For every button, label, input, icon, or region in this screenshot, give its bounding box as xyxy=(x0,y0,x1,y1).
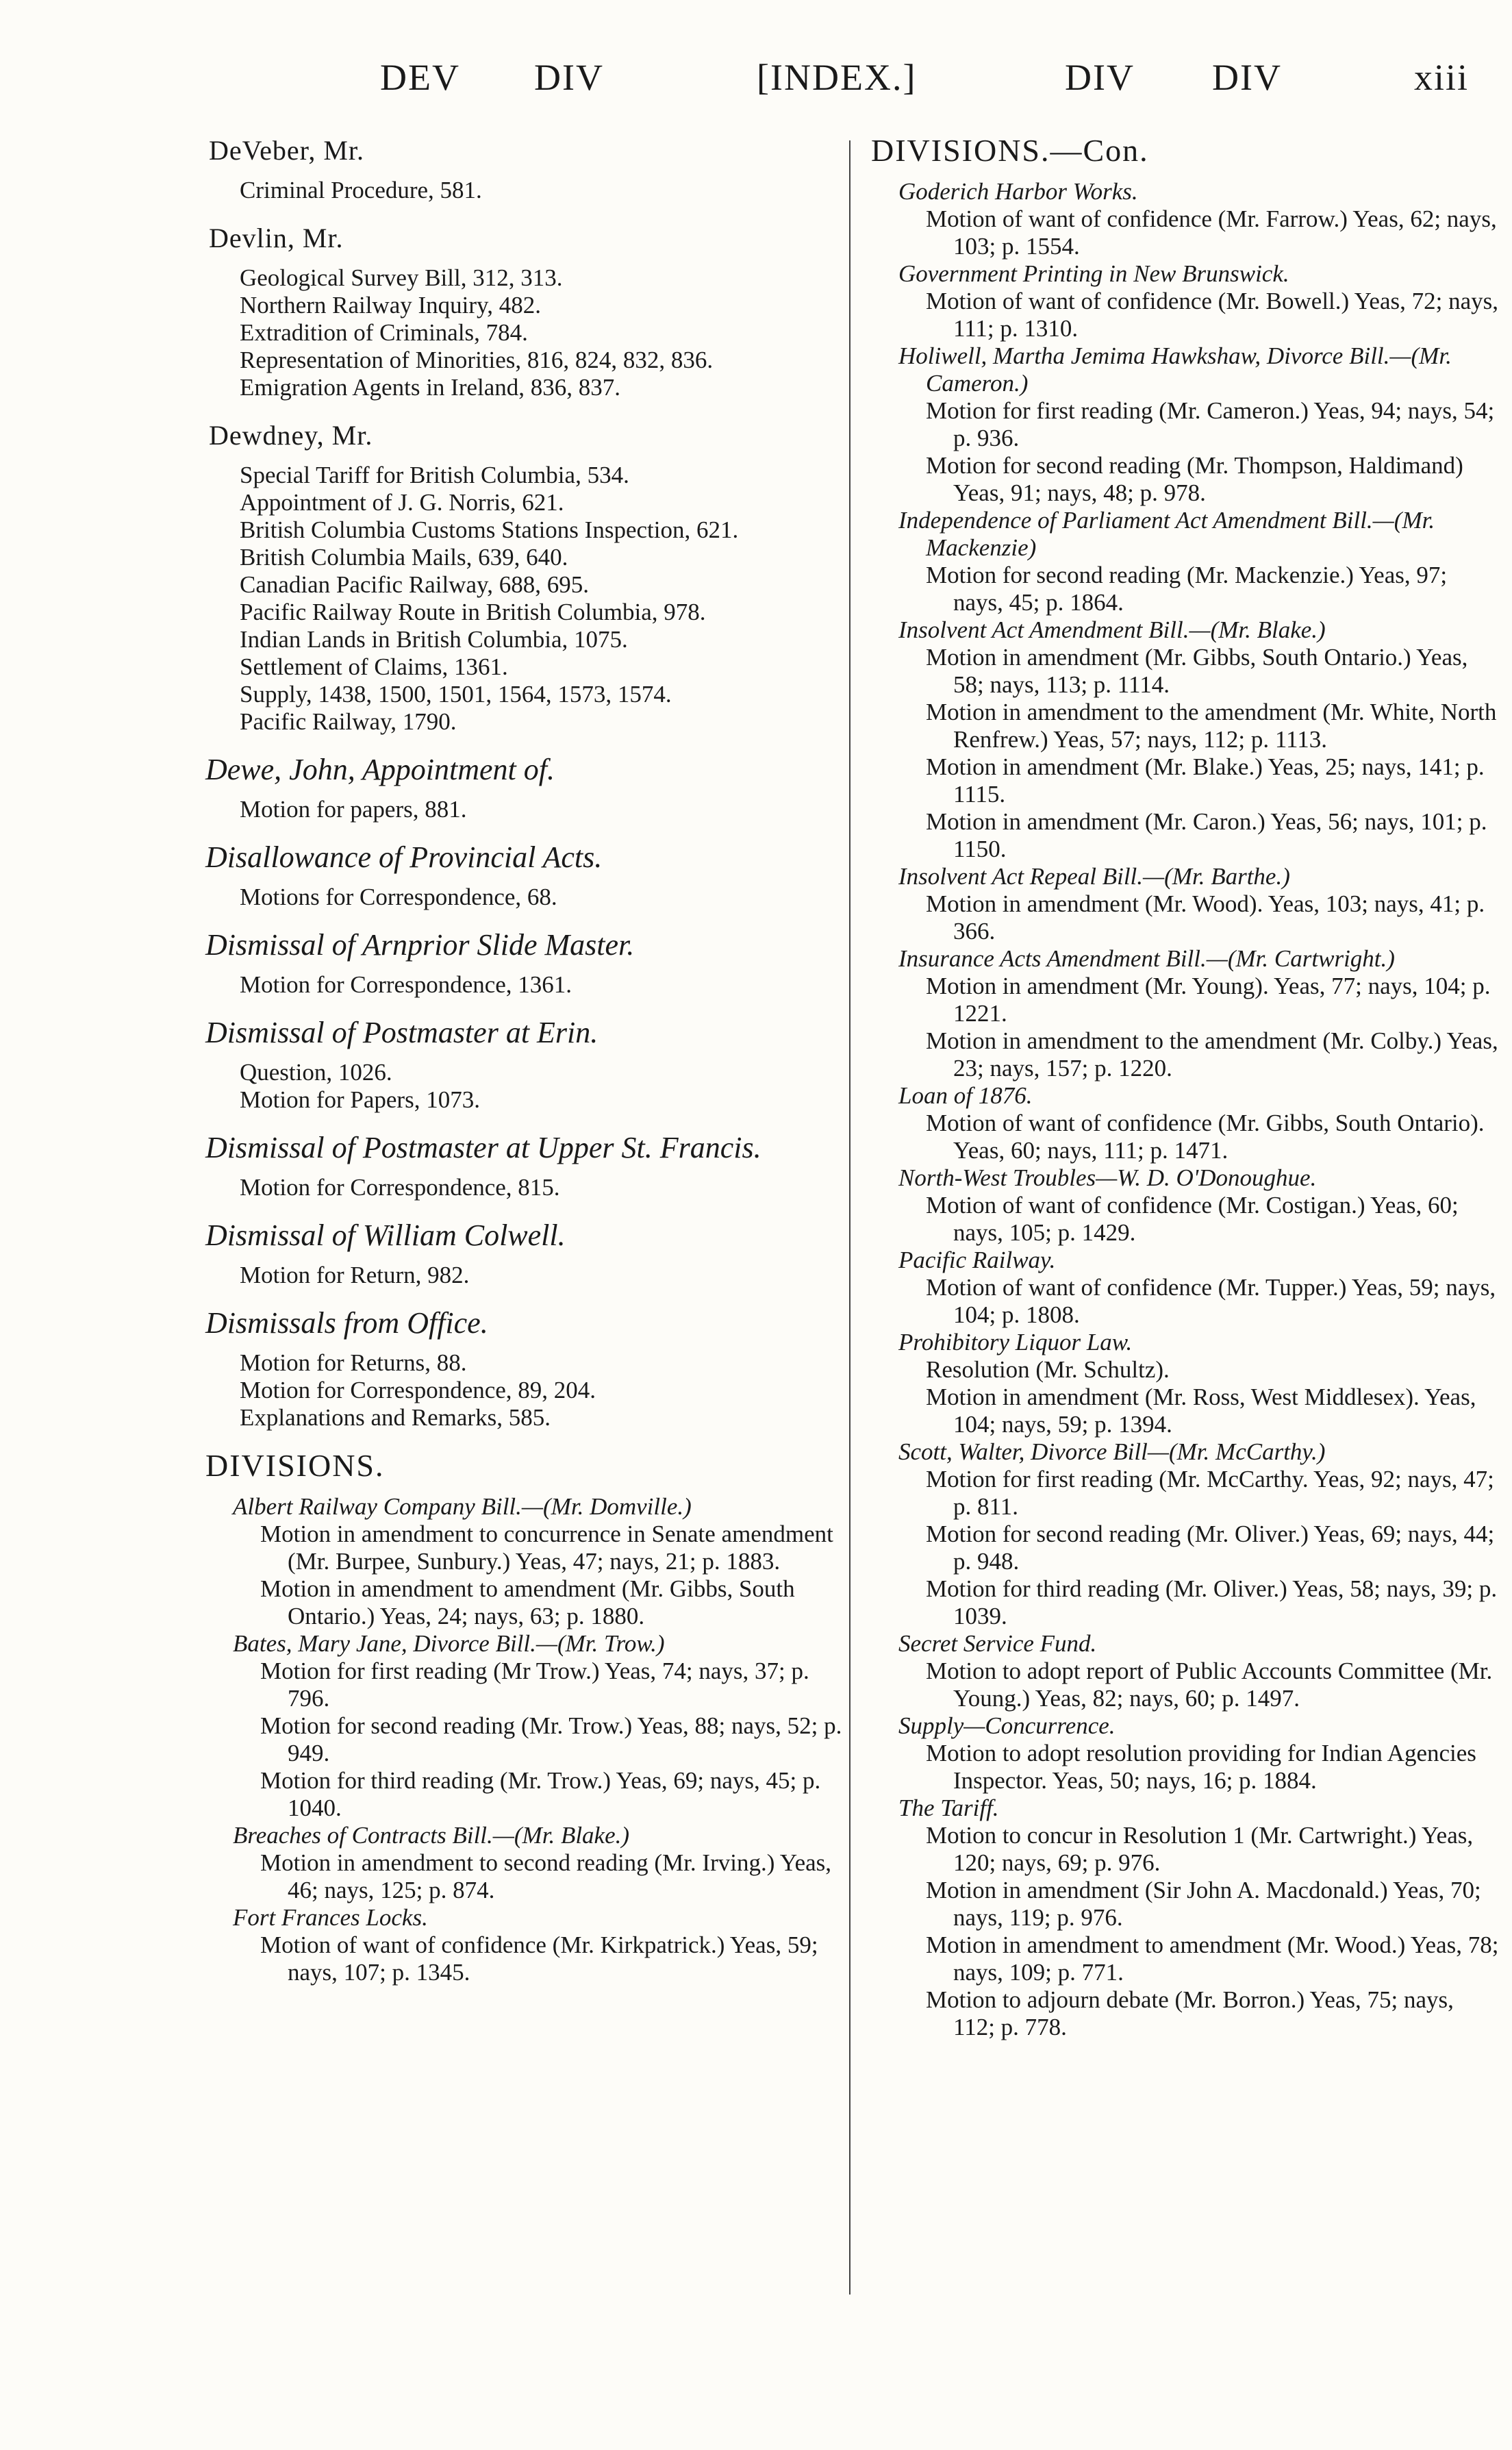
entries-dewdney xyxy=(240,462,849,736)
entries-deveber xyxy=(240,177,849,204)
entry: Motion for Papers, 1073. xyxy=(240,1086,480,1113)
heading-erin: Dismissal of Postmaster at Erin. xyxy=(205,1016,598,1049)
entries-upper-st-francis xyxy=(240,1174,849,1201)
heading-dewe: Dewe, John, Appointment of. xyxy=(205,753,555,786)
division-subject: Prohibitory Liquor Law. xyxy=(898,1329,1133,1355)
entries-erin xyxy=(240,1059,849,1114)
division-motion: Motion in amendment (Mr. Gibbs, South Ontario.) Yeas, 58; nays, 113; p. 1114. xyxy=(926,644,1468,698)
division-motion: Motion for first reading (Mr Trow.) Yeas, 74; nays, 37; p. 796. xyxy=(260,1658,809,1712)
running-head-left-2: DIV xyxy=(534,57,604,98)
running-head-left-1: DEV xyxy=(380,57,460,98)
division-subject: Insolvent Act Amendment Bill.—(Mr. Blake.) xyxy=(898,616,1326,643)
division-motion: Motion of want of confidence (Mr. Tupper.) Yeas, 59; nays, 104; p. 1808. xyxy=(926,1274,1496,1328)
entry: Explanations and Remarks, 585. xyxy=(240,1404,551,1431)
heading-dewdney: Dewdney, Mr. xyxy=(209,420,373,451)
page-number: xiii xyxy=(1414,57,1470,98)
division-motion: Motion in amendment (Mr. Blake.) Yeas, 25; nays, 141; p. 1115. xyxy=(926,753,1485,808)
entry: Geological Survey Bill, 312, 313. xyxy=(240,264,563,291)
division-motion: Motion in amendment to amendment (Mr. Wood.) Yeas, 78; nays, 109; p. 771. xyxy=(926,1932,1499,1986)
division-motion: Motion in amendment (Mr. Ross, West Middlesex). Yeas, 104; nays, 59; p. 1394. xyxy=(926,1384,1476,1438)
entry: Criminal Procedure, 581. xyxy=(240,177,482,203)
running-head-center: [INDEX.] xyxy=(757,57,917,98)
entry: Motion for Correspondence, 1361. xyxy=(240,971,572,998)
heading-dismissals-from-office: Dismissals from Office. xyxy=(205,1306,488,1340)
entry: Extradition of Criminals, 784. xyxy=(240,319,528,346)
division-motion: Motion for third reading (Mr. Trow.) Yeas, 69; nays, 45; p. 1040. xyxy=(260,1767,821,1821)
division-motion: Motion for third reading (Mr. Oliver.) Yeas, 58; nays, 39; p. 1039. xyxy=(926,1575,1498,1629)
division-motion: Motion of want of confidence (Mr. Bowell.) Yeas, 72; nays, 111; p. 1310. xyxy=(926,288,1498,342)
division-motion: Motion to concur in Resolution 1 (Mr. Cartwright.) Yeas, 120; nays, 69; p. 976. xyxy=(926,1822,1474,1876)
entry: Pacific Railway Route in British Columbia, 978. xyxy=(240,599,706,625)
entry: Northern Railway Inquiry, 482. xyxy=(240,292,541,318)
entry: Representation of Minorities, 816, 824, 832, 836. xyxy=(240,347,714,373)
division-subject: Albert Railway Company Bill.—(Mr. Domville.) xyxy=(233,1493,692,1520)
entry: Supply, 1438, 1500, 1501, 1564, 1573, 1574. xyxy=(240,681,672,708)
column-divider xyxy=(849,140,850,2295)
division-subject: The Tariff. xyxy=(898,1795,999,1821)
entry: Pacific Railway, 1790. xyxy=(240,708,457,735)
entry: Motion for Correspondence, 89, 204. xyxy=(240,1377,596,1403)
division-motion: Motion in amendment to concurrence in Senate amendment (Mr. Burpee, Sunbury.) Yeas, 47; nays, 21; p. 1883. xyxy=(260,1521,833,1575)
division-motion: Motion in amendment (Sir John A. Macdonald.) Yeas, 70; nays, 119; p. 976. xyxy=(926,1877,1481,1931)
division-motion: Motion of want of confidence (Mr. Costigan.) Yeas, 60; nays, 105; p. 1429. xyxy=(926,1192,1459,1246)
division-subject: North-West Troubles—W. D. O'Donoughue. xyxy=(898,1164,1317,1191)
division-motion: Motion of want of confidence (Mr. Gibbs, South Ontario). Yeas, 60; nays, 111; p. 1471. xyxy=(926,1110,1485,1164)
divisions-list-left xyxy=(205,1493,849,1986)
entry: Question, 1026. xyxy=(240,1059,392,1086)
division-subject: Bates, Mary Jane, Divorce Bill.—(Mr. Trow.) xyxy=(233,1630,665,1657)
entry: British Columbia Mails, 639, 640. xyxy=(240,544,568,571)
division-subject: Breaches of Contracts Bill.—(Mr. Blake.) xyxy=(233,1822,630,1849)
division-motion: Motion to adjourn debate (Mr. Borron.) Yeas, 75; nays, 112; p. 778. xyxy=(926,1986,1454,2040)
division-subject: Supply—Concurrence. xyxy=(898,1712,1116,1739)
division-subject: Pacific Railway. xyxy=(898,1247,1056,1273)
division-subject: Secret Service Fund. xyxy=(898,1630,1097,1657)
entries-dismissals-from-office xyxy=(240,1349,849,1432)
heading-divisions-continued: DIVISIONS.—Con. xyxy=(871,133,1149,168)
entry: Motion for Correspondence, 815. xyxy=(240,1174,560,1201)
division-motion: Motion in amendment to the amendment (Mr. White, North Renfrew.) Yeas, 57; nays, 112; p. 1113. xyxy=(926,699,1497,753)
division-motion: Motion of want of confidence (Mr. Farrow.) Yeas, 62; nays, 103; p. 1554. xyxy=(926,205,1497,260)
heading-devlin: Devlin, Mr. xyxy=(209,223,344,253)
entry: Motion for papers, 881. xyxy=(240,796,467,823)
entries-colwell xyxy=(240,1262,849,1289)
entry: Appointment of J. G. Norris, 621. xyxy=(240,489,564,516)
entry: Special Tariff for British Columbia, 534. xyxy=(240,462,629,488)
left-column xyxy=(205,137,849,1986)
division-motion: Motion in amendment (Mr. Young). Yeas, 77; nays, 104; p. 1221. xyxy=(926,973,1491,1027)
heading-disallowance: Disallowance of Provincial Acts. xyxy=(205,840,603,874)
division-motion: Motion for second reading (Mr. Oliver.) Yeas, 69; nays, 44; p. 948. xyxy=(926,1521,1495,1575)
division-motion: Motion in amendment (Mr. Wood). Yeas, 103; nays, 41; p. 366. xyxy=(926,890,1485,945)
entry: Settlement of Claims, 1361. xyxy=(240,653,508,680)
division-motion: Motion of want of confidence (Mr. Kirkpatrick.) Yeas, 59; nays, 107; p. 1345. xyxy=(260,1932,818,1986)
division-subject: Fort Frances Locks. xyxy=(233,1904,428,1931)
entry: Motions for Correspondence, 68. xyxy=(240,884,557,910)
entry: Motion for Returns, 88. xyxy=(240,1349,467,1376)
heading-upper-st-francis: Dismissal of Postmaster at Upper St. Francis. xyxy=(205,1131,761,1164)
running-head-right-1: DIV xyxy=(1065,57,1135,98)
division-motion: Motion for second reading (Mr. Trow.) Yeas, 88; nays, 52; p. 949. xyxy=(260,1712,842,1766)
division-motion: Motion in amendment to second reading (Mr. Irving.) Yeas, 46; nays, 125; p. 874. xyxy=(260,1849,832,1903)
entry: Motion for Return, 982. xyxy=(240,1262,470,1288)
heading-arnprior: Dismissal of Arnprior Slide Master. xyxy=(205,928,635,962)
division-motion: Motion in amendment to the amendment (Mr. Colby.) Yeas, 23; nays, 157; p. 1220. xyxy=(926,1027,1498,1082)
division-motion: Motion to adopt report of Public Accounts Committee (Mr. Young.) Yeas, 82; nays, 60; p. 1497. xyxy=(926,1658,1493,1712)
entries-dewe xyxy=(240,796,849,823)
entries-devlin xyxy=(240,264,849,401)
entry: Canadian Pacific Railway, 688, 695. xyxy=(240,571,589,598)
entries-disallowance xyxy=(240,884,849,911)
division-subject: Government Printing in New Brunswick. xyxy=(898,260,1289,287)
right-column xyxy=(871,133,1501,2041)
heading-deveber: DeVeber, Mr. xyxy=(209,135,364,166)
entry: Emigration Agents in Ireland, 836, 837. xyxy=(240,374,621,401)
entry: British Columbia Customs Stations Inspection, 621. xyxy=(240,516,739,543)
division-subject: Insolvent Act Repeal Bill.—(Mr. Barthe.) xyxy=(898,863,1290,890)
entry: Indian Lands in British Columbia, 1075. xyxy=(240,626,628,653)
division-subject: Independence of Parliament Act Amendment Bill.—(Mr. Mackenzie) xyxy=(898,507,1435,561)
division-motion: Motion for first reading (Mr. McCarthy. Yeas, 92; nays, 47; p. 811. xyxy=(926,1466,1494,1520)
division-subject: Goderich Harbor Works. xyxy=(898,178,1138,205)
division-motion: Motion for first reading (Mr. Cameron.) Yeas, 94; nays, 54; p. 936. xyxy=(926,397,1495,451)
entries-arnprior xyxy=(240,971,849,999)
division-subject: Holiwell, Martha Jemima Hawkshaw, Divorce Bill.—(Mr. Cameron.) xyxy=(898,342,1452,397)
running-head-right-2: DIV xyxy=(1212,57,1282,98)
division-motion: Motion to adopt resolution providing for Indian Agencies Inspector. Yeas, 50; nays, 16; p. 1884. xyxy=(926,1740,1476,1794)
division-motion: Motion in amendment (Mr. Caron.) Yeas, 56; nays, 101; p. 1150. xyxy=(926,808,1487,862)
division-subject: Scott, Walter, Divorce Bill—(Mr. McCarthy.) xyxy=(898,1438,1326,1465)
heading-colwell: Dismissal of William Colwell. xyxy=(205,1218,566,1252)
running-head xyxy=(0,56,1512,104)
division-motion: Resolution (Mr. Schultz). xyxy=(926,1356,1170,1383)
division-motion: Motion in amendment to amendment (Mr. Gibbs, South Ontario.) Yeas, 24; nays, 63; p. 1880. xyxy=(260,1575,795,1629)
division-subject: Insurance Acts Amendment Bill.—(Mr. Cartwright.) xyxy=(898,945,1395,972)
divisions-list-right xyxy=(871,178,1501,2041)
division-subject: Loan of 1876. xyxy=(898,1082,1033,1109)
heading-divisions: DIVISIONS. xyxy=(205,1448,385,1483)
division-motion: Motion for second reading (Mr. Thompson, Haldimand) Yeas, 91; nays, 48; p. 978. xyxy=(926,452,1463,506)
division-motion: Motion for second reading (Mr. Mackenzie.) Yeas, 97; nays, 45; p. 1864. xyxy=(926,562,1448,616)
